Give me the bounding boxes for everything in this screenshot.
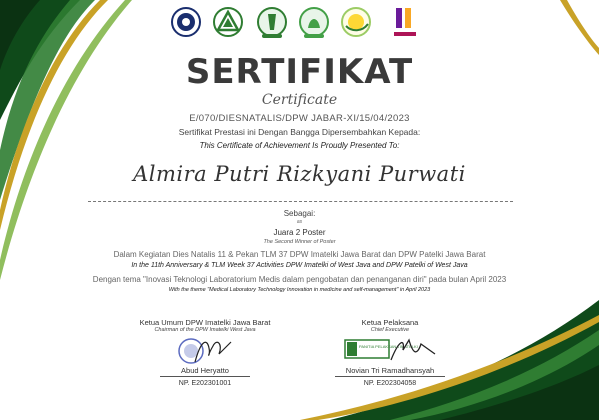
recipient-name: Almira Putri Rizkyani Purwati — [133, 162, 466, 186]
anniversary-emblem-icon — [392, 6, 418, 40]
signer-name: Abud Heryatto — [181, 366, 229, 375]
certificate-subtitle: Certificate — [261, 92, 338, 108]
signature-block-left — [130, 318, 280, 387]
stamp-text: PANITIA PELAKSANA IMATELKI — [359, 344, 418, 349]
presented-text-en: This Certificate of Achievement Is Proudly Presented To: — [199, 141, 400, 150]
theme-description-id: Dengan tema "Inovasi Teknologi Laboratorium Medis dalam pengobatan dan penanganan diri" pada bulan April 2023 — [92, 275, 507, 284]
event-description-id: Dalam Kegiatan Dies Natalis 11 & Pekan TLM 37 DPW Imatelki Jawa Barat dan DPW Patelki Jawa Barat — [113, 250, 486, 259]
signer-np: NP. E202301001 — [178, 380, 232, 387]
theme-description-en: With the theme "Medical Laboratory Technology Innovation in medicine and self-management" in April 2023 — [168, 287, 431, 293]
certificate-title: SERTIFIKAT — [185, 52, 414, 92]
signature-stamp-right — [343, 334, 443, 366]
signer-role-en: Chairman of the DPW Imatelki West Java — [154, 327, 256, 333]
signer-role-en: Chief Executive — [370, 327, 410, 333]
signature-line-left — [160, 376, 250, 377]
logo-row — [170, 6, 420, 46]
signer-name: Novian Tri Ramadhansyah — [345, 366, 435, 375]
triangle-emblem-icon — [212, 6, 244, 38]
signer-np: NP. E202304058 — [363, 380, 417, 387]
certificate-number: E/070/DIESNATALIS/DPW JABAR-XI/15/04/2023 — [189, 113, 410, 124]
circle-emblem-icon-2 — [298, 6, 330, 40]
circle-emblem-icon — [256, 6, 288, 40]
award-title-en: The Second Winner of Poster — [263, 239, 336, 245]
event-description-en: In the 11th Anniversary & TLM Week 37 Activities DPW Imatelki of West Java and DPW Patelki of West Java — [131, 262, 468, 269]
as-label-en: as — [296, 219, 303, 225]
signature-stamp-left — [175, 334, 235, 366]
signer-role: Ketua Umum DPW Imatelki Jawa Barat — [139, 318, 271, 327]
gear-emblem-icon — [170, 6, 202, 38]
name-underline — [88, 201, 513, 202]
signature-block-right — [325, 318, 455, 387]
award-title: Juara 2 Poster — [273, 228, 326, 237]
signature-line-right — [335, 376, 445, 377]
sun-emblem-icon — [340, 6, 372, 38]
presented-text-id: Sertifikat Prestasi ini Dengan Bangga Dipersembahkan Kepada: — [178, 127, 421, 137]
as-label-id: Sebagai: — [283, 209, 316, 218]
signer-role: Ketua Pelaksana — [361, 318, 419, 327]
